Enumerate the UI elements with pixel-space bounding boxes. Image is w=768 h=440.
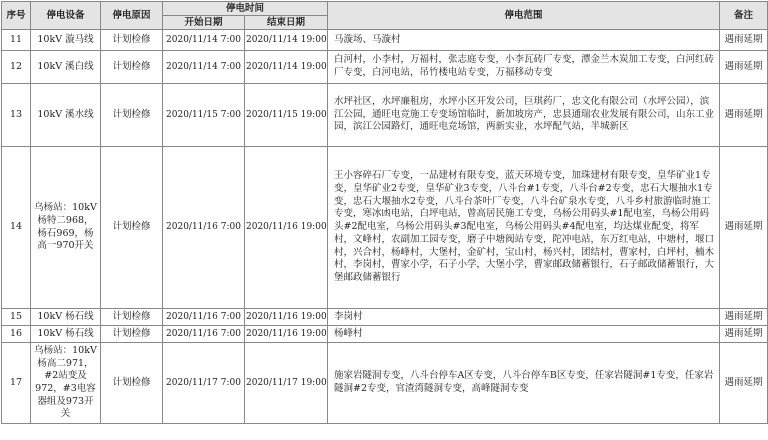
remark-cell: 遇雨延期: [720, 51, 768, 84]
scope-cell: 杨峰村: [328, 326, 720, 343]
seq-cell: 17: [2, 343, 31, 424]
remark-cell: 遇雨延期: [720, 309, 768, 326]
seq-cell: 15: [2, 309, 31, 326]
scope-cell: 李岗村: [328, 309, 720, 326]
remark-cell: 遇雨延期: [720, 84, 768, 147]
table-row: [2, 309, 768, 326]
remark-cell: 遇雨延期: [720, 30, 768, 51]
header-end: 结束日期: [245, 16, 328, 30]
start-cell: 2020/11/16 7:00: [163, 147, 245, 309]
start-cell: 2020/11/15 7:00: [163, 84, 245, 147]
end-cell: 2020/11/16 19:00: [245, 309, 328, 326]
table-row: [2, 30, 768, 51]
end-cell: 2020/11/14 19:00: [245, 51, 328, 84]
start-cell: 2020/11/16 7:00: [163, 309, 245, 326]
table-row: [2, 343, 768, 424]
scope-cell: 白河村，小李村，万福村，张志庭专变，小李瓦砖厂专变，潭金兰木炭加工专变，白河红砖厂专变，白河电站，吊竹楼电站专变，万福移动专变: [328, 51, 720, 84]
remark-cell: 遇雨延期: [720, 326, 768, 343]
table-row: [2, 326, 768, 343]
table-row: [2, 51, 768, 84]
end-cell: 2020/11/17 19:00: [245, 343, 328, 424]
end-cell: 2020/11/16 19:00: [245, 326, 328, 343]
seq-cell: 13: [2, 84, 31, 147]
end-cell: 2020/11/14 19:00: [245, 30, 328, 51]
scope-cell: 施家岩隧洞专变，八斗台停车A区专变，八斗台停车B区专变，任家岩隧洞#1专变，任家岩隧洞#2专变，官渣湾隧洞专变，高峰隧洞专变: [328, 343, 720, 424]
device-cell: 10kV 杨石线: [31, 326, 101, 343]
start-cell: 2020/11/16 7:00: [163, 326, 245, 343]
table-row: [2, 147, 768, 309]
reason-cell: 计划检修: [101, 309, 163, 326]
scope-cell: 王小容碎石厂专变，一品建材有限专变，蓝天环境专变，加珠建材有限专变，皇华矿业1专变，皇华矿业2专变，皇华矿业3专变，八斗台#1专变，八斗台#2专变，忠石大堰抽水1专变，忠石大堰抽水2专变，八斗台茶叶厂专变，八斗台矿泉水专变，八斗乡村旅游临时施工专变，寒冰凼电站，白坪电站，曾高居民施工专变，乌杨公用码头#1配电室，乌杨公用码头#2配电室，乌杨公用码头#3配电室，乌杨公用码头#4配电室，均达煤业配变，将军村，文峰村，农副加工园专变，磨子中塘阀站专变，陀冲电站，东万红电站，中塘村，堰口村，兴合村，杨峰村，大堡村，金矿村，宝山村，杨兴村，团结村，曹家村，白坪村，楠木村，李岗村，曹家小学，石子小学，大堡小学，曹家邮政储蓄银行，石子邮政储蓄银行，大堡邮政储蓄银行: [328, 147, 720, 309]
device-cell: 10kV 溪白线: [31, 51, 101, 84]
reason-cell: 计划检修: [101, 30, 163, 51]
device-cell: 乌杨站：10kV 杨高二971，#2站变及972，#3电容器组及973开关: [31, 343, 101, 424]
outage-table: [1, 1, 768, 424]
seq-cell: 12: [2, 51, 31, 84]
device-cell: 10kV 漩马线: [31, 30, 101, 51]
header-start: 开始日期: [163, 16, 245, 30]
remark-cell: 遇雨延期: [720, 343, 768, 424]
reason-cell: 计划检修: [101, 147, 163, 309]
start-cell: 2020/11/17 7:00: [163, 343, 245, 424]
header-reason: 停电原因: [101, 2, 163, 30]
start-cell: 2020/11/14 7:00: [163, 51, 245, 84]
scope-cell: 水坪社区，水坪廉租房，水坪小区开发公司，巨琪药厂，忠文化有限公司（水坪公园），滨江公园，通旺电竞施工专变场馆临时，新加坡房产，忠县通瑞农业发展有限公司，山东工业园，滨江公园路灯，通旺电竞场馆，两新实业，水坪配气站，半城新区: [328, 84, 720, 147]
device-cell: 10kV 溪水线: [31, 84, 101, 147]
end-cell: 2020/11/15 19:00: [245, 84, 328, 147]
device-cell: 10kV 杨石线: [31, 309, 101, 326]
header-remark: 备注: [720, 2, 768, 30]
end-cell: 2020/11/16 19:00: [245, 147, 328, 309]
seq-cell: 11: [2, 30, 31, 51]
reason-cell: 计划检修: [101, 51, 163, 84]
reason-cell: 计划检修: [101, 343, 163, 424]
scope-cell: 马漩场、马漩村: [328, 30, 720, 51]
header-time-group: 停电时间: [163, 2, 328, 16]
header-seq: 序号: [2, 2, 31, 30]
device-cell: 乌杨站：10kV 杨特二968，杨石969，杨高一970开关: [31, 147, 101, 309]
header-device: 停电设备: [31, 2, 101, 30]
start-cell: 2020/11/14 7:00: [163, 30, 245, 51]
table-header: [2, 2, 768, 30]
header-scope: 停电范围: [328, 2, 720, 30]
remark-cell: 遇雨延期: [720, 147, 768, 309]
seq-cell: 16: [2, 326, 31, 343]
table-row: [2, 84, 768, 147]
seq-cell: 14: [2, 147, 31, 309]
reason-cell: 计划检修: [101, 84, 163, 147]
reason-cell: 计划检修: [101, 326, 163, 343]
